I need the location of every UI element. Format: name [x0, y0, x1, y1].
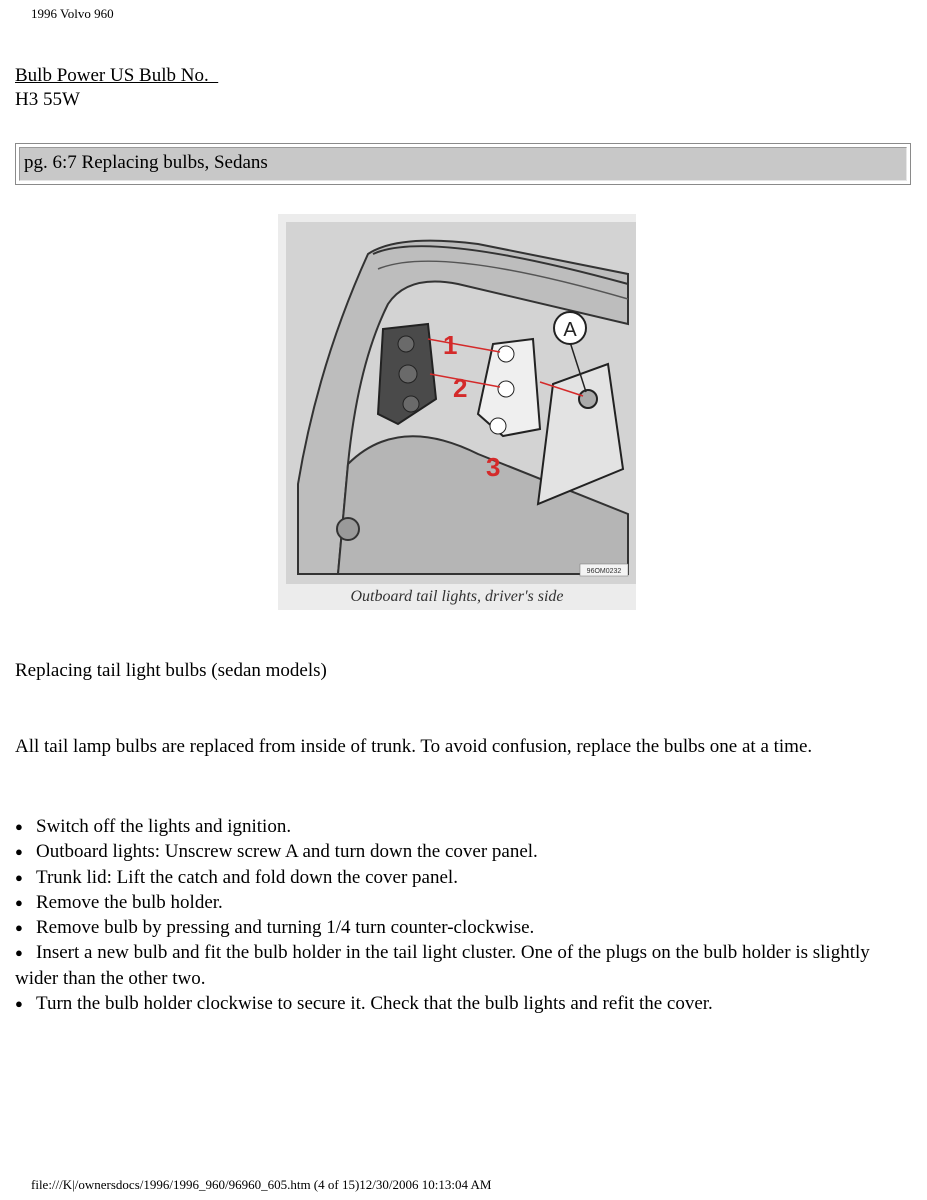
bulb-table — [15, 64, 218, 112]
bullet-icon: ● — [15, 844, 23, 860]
list-item — [15, 940, 905, 991]
ref-code: 96OM0232 — [586, 568, 622, 575]
callout-label-a: A — [563, 319, 577, 341]
step-text: Turn the bulb holder clockwise to secure it. Check that the bulb lights and refit the cover. — [36, 993, 713, 1015]
lamp-socket-3 — [403, 396, 419, 412]
list-item — [15, 890, 905, 915]
lamp-socket-2 — [399, 365, 417, 383]
list-item — [15, 865, 905, 890]
callout-label-3: 3 — [486, 452, 501, 482]
screw-a — [579, 390, 597, 408]
callout-label-1: 1 — [443, 330, 458, 360]
step-text: Insert a new bulb and fit the bulb holder in the tail light cluster. One of the plugs on the bulb holder is slightly wider than the other two. — [15, 942, 870, 989]
bulb-table-heading: Bulb Power US Bulb No. — [15, 65, 219, 86]
bullet-icon: ● — [15, 869, 23, 885]
section-title-bar — [15, 143, 911, 185]
intro-paragraph: All tail lamp bulbs are replaced from inside of trunk. To avoid confusion, replace the bulbs one at a time. — [15, 736, 813, 757]
callout-label-2: 2 — [453, 373, 468, 403]
step-text: Outboard lights: Unscrew screw A and turn down the cover panel. — [36, 841, 538, 863]
file-path-footer: file:///K|/ownersdocs/1996/1996_960/96960_605.htm (4 of 15)12/30/2006 10:13:04 AM — [31, 1177, 492, 1192]
list-item — [15, 839, 905, 864]
bullet-icon: ● — [15, 819, 23, 834]
content-heading: Replacing tail light bulbs (sedan models) — [15, 660, 327, 681]
bulb-2 — [498, 381, 514, 397]
steps-list — [15, 814, 905, 1016]
bulb-1 — [498, 346, 514, 362]
step-text: Remove bulb by pressing and turning 1/4 turn counter-clockwise. — [36, 917, 535, 939]
bulb-3 — [490, 418, 506, 434]
tail-light-illustration — [278, 214, 636, 610]
list-item — [15, 991, 905, 1016]
document-header: 1996 Volvo 960 — [31, 6, 114, 21]
list-item — [15, 814, 905, 839]
floor-fastener — [337, 518, 359, 540]
figure-caption: Outboard tail lights, driver's side — [350, 588, 564, 605]
bullet-icon: ● — [15, 920, 23, 936]
section-title: pg. 6:7 Replacing bulbs, Sedans — [19, 147, 907, 181]
step-text: Switch off the lights and ignition. — [36, 816, 292, 837]
bullet-icon: ● — [15, 894, 23, 910]
bullet-icon: ● — [15, 945, 23, 961]
step-text: Remove the bulb holder. — [36, 891, 223, 913]
lamp-socket-1 — [398, 336, 414, 352]
bulb-table-value: H3 55W — [15, 89, 80, 110]
list-item — [15, 915, 905, 940]
trunk-diagram — [278, 214, 636, 584]
step-text: Trunk lid: Lift the catch and fold down the cover panel. — [36, 866, 458, 888]
bullet-icon: ● — [15, 996, 23, 1012]
